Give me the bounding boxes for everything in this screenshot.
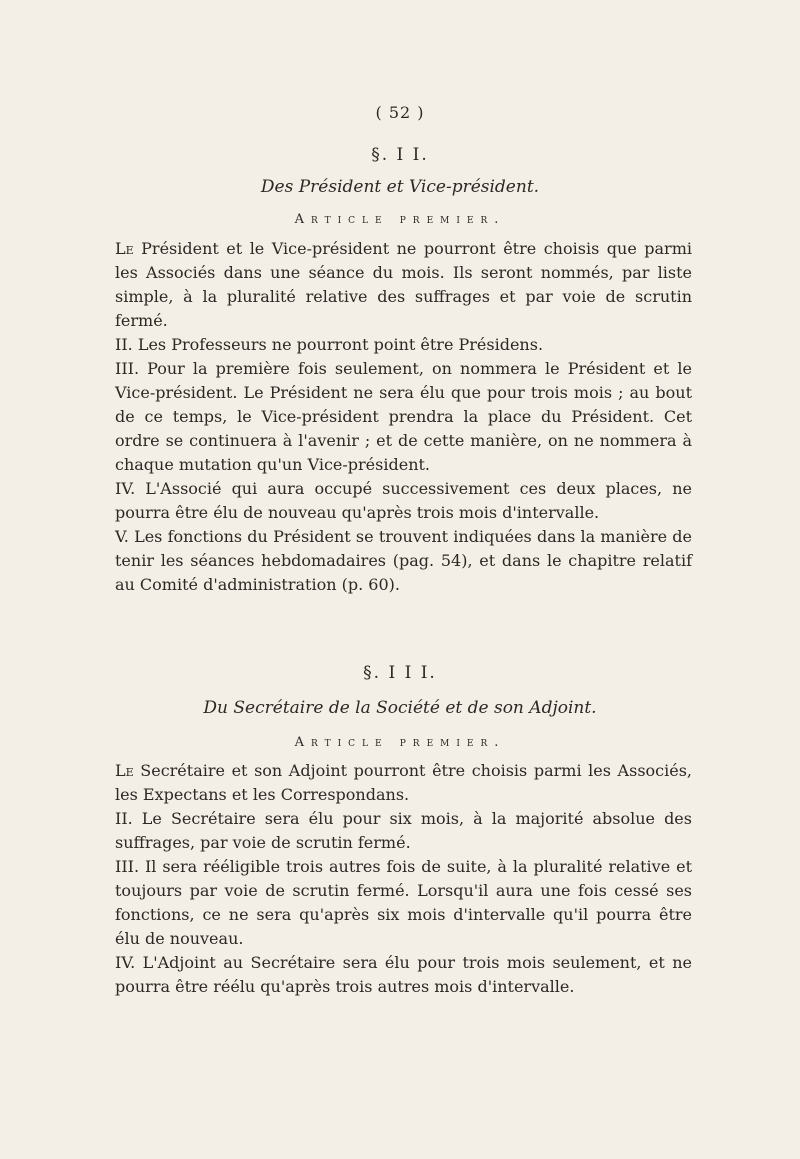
paragraph-lead: Le xyxy=(115,239,134,258)
section-label: §. I I. xyxy=(371,145,429,165)
paragraph xyxy=(115,237,692,333)
paragraph-text: Il sera rééligible trois autres fois de suite, à la pluralité relative et toujours par voie de scrutin fermé. Lorsqu'il aura une fois cessé ses fonctions, ce ne sera qu'après six mois d'intervalle qu'il pourra être élu de nouveau. xyxy=(115,857,692,948)
paragraph-text: Pour la première fois seulement, on nommera le Président et le Vice-président. Le Président ne sera élu que pour trois mois ; au bout de ce temps, le Vice-président prendra la place du Président. Cet ordre se continuera à l'avenir ; et de cette manière, on ne nommera à chaque mutation qu'un Vice-président. xyxy=(115,359,692,474)
paragraph-text: Le Secrétaire sera élu pour six mois, à la majorité absolue des suffrages, par voie de scrutin fermé. xyxy=(115,809,692,852)
paragraph-lead: III. xyxy=(115,359,140,378)
paragraph xyxy=(115,333,692,357)
paragraph-lead: Le xyxy=(115,761,134,780)
section2-body xyxy=(115,759,692,999)
paragraph-lead: V. xyxy=(115,527,129,546)
paragraph xyxy=(115,759,692,807)
article-heading: Article premier. xyxy=(294,735,506,750)
page-number: ( 52 ) xyxy=(375,103,425,122)
section-title: Des Président et Vice-président. xyxy=(260,177,540,197)
paragraph-lead: IV. xyxy=(115,953,136,972)
paragraph-text: Secrétaire et son Adjoint pourront être choisis parmi les Associés, les Expectans et les Correspondans. xyxy=(115,761,693,804)
paragraph xyxy=(115,951,692,999)
paragraph-lead: II. xyxy=(115,335,133,354)
paragraph xyxy=(115,477,692,525)
paragraph-lead: IV. xyxy=(115,479,136,498)
section-label: §. I I I. xyxy=(363,663,437,683)
paragraph-text: Les fonctions du Président se trouvent indiquées dans la manière de tenir les séances hebdomadaires (pag. 54), et dans le chapitre relatif au Comité d'administration (p. 60). xyxy=(115,527,692,594)
section-title: Du Secrétaire de la Société et de son Adjoint. xyxy=(203,698,597,718)
article-heading: Article premier. xyxy=(294,212,506,227)
paragraph-lead: III. xyxy=(115,857,140,876)
section1-body xyxy=(115,237,692,597)
paragraph xyxy=(115,357,692,477)
paragraph-lead: II. xyxy=(115,809,133,828)
paragraph xyxy=(115,525,692,597)
paragraph-text: Président et le Vice-président ne pourront être choisis que parmi les Associés dans une séance du mois. Ils seront nommés, par liste simple, à la pluralité relative des suffrages et par voie de scrutin fermé. xyxy=(115,239,692,330)
paragraph xyxy=(115,807,692,855)
paragraph-text: L'Associé qui aura occupé successivement ces deux places, ne pourra être élu de nouveau qu'après trois mois d'intervalle. xyxy=(115,479,692,522)
paragraph-text: L'Adjoint au Secrétaire sera élu pour trois mois seulement, et ne pourra être réélu qu'après trois autres mois d'intervalle. xyxy=(115,953,693,996)
paragraph-text: Les Professeurs ne pourront point être Présidens. xyxy=(137,335,544,354)
paragraph xyxy=(115,855,692,951)
